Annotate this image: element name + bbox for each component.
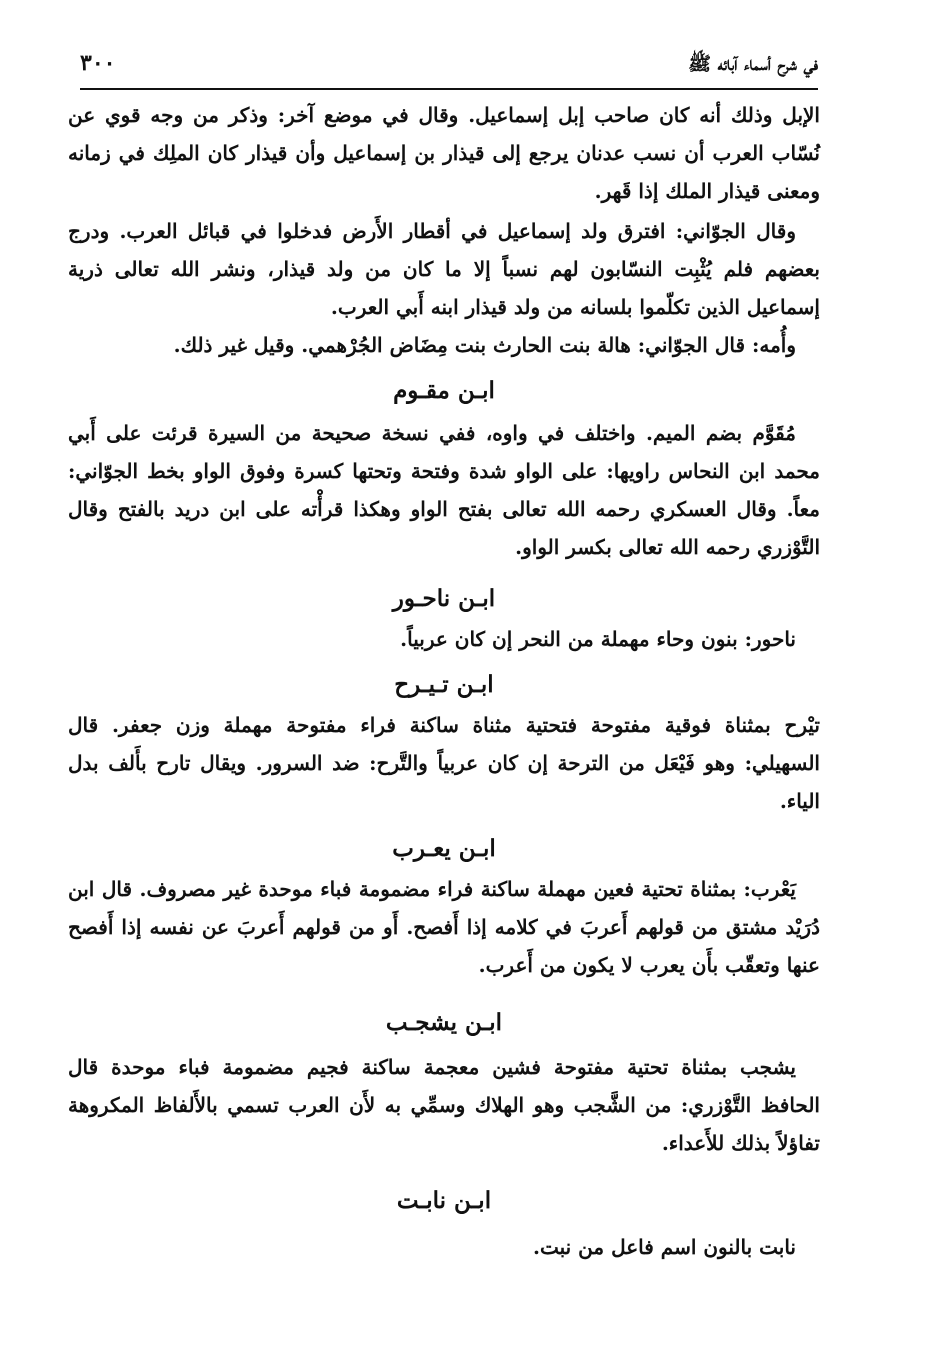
page-number: ٣٠٠ <box>80 50 116 76</box>
paragraph: مُقَوَّم بضم الميم. واختلف في واوه، ففي نسخة صحيحة من السيرة قرئت على أَبي محمد ابن النحاس راويها: على الواو شدة وفتحة وتحتها كسرة وفوق الواو بخط الجوّاني: معاً. وقال العسكري رحمه الله تعالى بفتح الواو وهكذا قرأْته على ابن دريد بالفتح وقال التَّوْزري رحمه الله تعالى بكسر الواو. <box>68 421 820 559</box>
section-ibn-yashjub <box>68 1006 820 1162</box>
running-title: في شرح أسماء آبائه ﷺ <box>688 53 818 75</box>
paragraph: تيْرح بمثناة فوقية مفتوحة فتحتية مثناة ساكنة فراء مفتوحة مهملة وزن جعفر. قال السهيلي: وهو فَيْعَل من الترحة إن كان عربياً والتَّرح: ضد السرور. ويقال تارح بأَلف بدل الياء. <box>68 713 820 813</box>
section-heading: ابـن ناحـور <box>392 585 496 612</box>
paragraph: وقال الجوّاني: افترق ولد إسماعيل في أقطار الأَرض فدخلوا في قبائل العرب. ودرج بعضهم فلم يُثْبِت النسّابون لهم نسباً إلا ما كان من ولد قيذار، ونشر الله تعالى ذرية إسماعيل الذين تكلّموا بلسانه من ولد قيذار ابنه أَبي العرب. <box>68 219 820 319</box>
section-ibn-nahur <box>68 582 820 658</box>
paragraph: وأُمه: قال الجوّاني: هالة بنت الحارث بنت مِضَاض الجُرْهمي. وقيل غير ذلك. <box>173 333 796 357</box>
section-ibn-nabit <box>68 1184 820 1266</box>
page-body <box>68 96 820 1266</box>
paragraph: يَعْرب: بمثناة تحتية فعين مهملة ساكنة فراء مضمومة فباء موحدة غير مصروف. قال ابن دُرَيْد مشتق من قولهم أَعربَ في كلامه إذا أَفصح. أَو من قولهم أَعربَ عن نفسه إذا أَفصح عنها وتعقّب بأَن يعرب لا يكون من أَعرب. <box>68 877 820 977</box>
section-intro <box>68 96 820 364</box>
header-divider <box>80 88 818 90</box>
section-heading: ابـن نابـت <box>396 1187 492 1214</box>
paragraph: الإبل وذلك أنه كان صاحب إبل إسماعيل. وقال في موضع آخر: وذكر من وجه قوي عن نُسّاب العرب أن نسب عدنان يرجع إلى قيذار بن إسماعيل وأن قيذار كان الملِك في زمانه ومعنى قيذار الملك إذا قَهر. <box>68 103 820 203</box>
section-heading: ابـن تـيـرح <box>394 671 494 698</box>
section-heading: ابـن يعـرب <box>392 835 496 862</box>
section-ibn-tayrah <box>68 668 820 820</box>
section-ibn-muqawwam <box>68 374 820 566</box>
section-heading: ابـن مقـوم <box>393 377 495 404</box>
paragraph: ناحور: بنون وحاء مهملة من النحر إن كان عربياً. <box>400 627 796 651</box>
paragraph: يشجب بمثناة تحتية مفتوحة فشين معجمة ساكنة فجيم مضمومة فباء موحدة قال الحافظ التَّوْزري: من الشَّجب وهو الهلاك وسمِّي به لأَن العرب تسمي بالأَلفاظ المكروهة تفاؤلاً بذلك للأَعداء. <box>68 1055 820 1155</box>
section-heading: ابـن يشجـب <box>385 1009 503 1036</box>
page-header <box>80 50 818 84</box>
paragraph: نابت بالنون اسم فاعل من نبت. <box>533 1235 796 1259</box>
section-ibn-yarub <box>68 832 820 984</box>
